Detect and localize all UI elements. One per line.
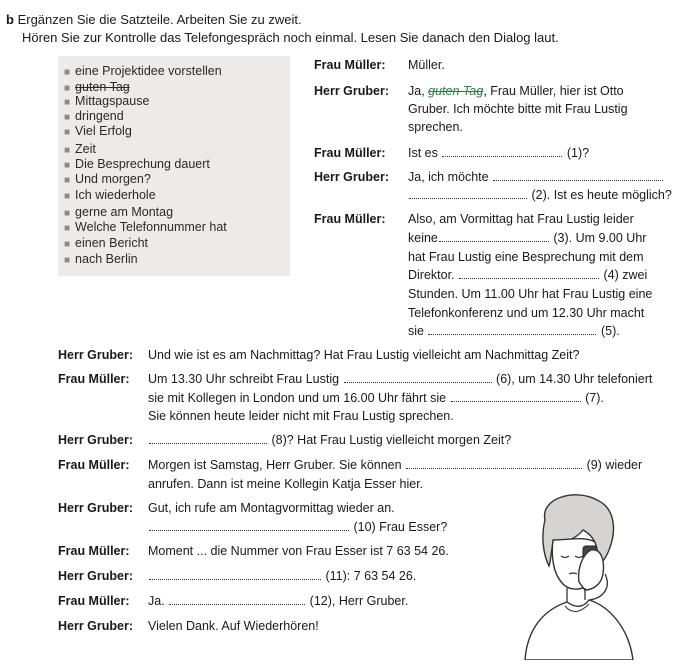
answer-blank[interactable] xyxy=(493,170,663,181)
bullet-icon: ■ xyxy=(64,239,71,250)
word-box xyxy=(58,56,290,276)
speaker-mueller: Frau Müller: xyxy=(58,372,130,386)
dialog-line: (11): 7 63 54 26. xyxy=(148,569,416,583)
answer-blank[interactable] xyxy=(149,433,267,444)
dialog-line: keine (3). Um 9.00 Uhr xyxy=(408,231,647,245)
task-title xyxy=(6,12,302,27)
dialog-line: Um 13.30 Uhr schreibt Frau Lustig (6), um 14.30 Uhr telefoniert xyxy=(148,372,653,386)
answer-blank[interactable] xyxy=(428,324,596,335)
speaker-mueller: Frau Müller: xyxy=(58,544,130,558)
word-item: ■ Ich wiederhole xyxy=(64,188,156,202)
word-item: ■ Und morgen? xyxy=(64,172,151,186)
dialog-line: Stunden. Um 11.00 Uhr hat Frau Lustig eine xyxy=(408,287,653,301)
answer-blank[interactable] xyxy=(344,372,492,383)
speaker-gruber: Herr Gruber: xyxy=(58,569,134,583)
word-item: ■ gerne am Montag xyxy=(64,205,174,219)
dialog-line: Telefonkonferenz und um 12.30 Uhr macht xyxy=(408,306,645,320)
word-item: ■ nach Berlin xyxy=(64,252,138,266)
bullet-icon: ■ xyxy=(64,208,71,219)
task-letter: b xyxy=(6,12,14,27)
bullet-icon: ■ xyxy=(64,127,71,138)
bullet-icon: ■ xyxy=(64,175,71,186)
dialog-line: sie (5). xyxy=(408,324,620,338)
dialog-line: (8)? Hat Frau Lustig vielleicht morgen Zeit? xyxy=(148,433,511,447)
dialog-line: sprechen. xyxy=(408,120,463,134)
word-item: ■ Welche Telefonnummer hat xyxy=(64,220,227,234)
dialog-line: Ist es (1)? xyxy=(408,146,590,160)
answer-blank[interactable] xyxy=(442,146,562,157)
dialog-line: Gruber. Ich möchte bitte mit Frau Lustig xyxy=(408,102,628,116)
dialog-line: Direktor. (4) zwei xyxy=(408,268,648,282)
answer-blank[interactable] xyxy=(149,569,321,580)
dialog-line: Vielen Dank. Auf Wiederhören! xyxy=(148,619,319,633)
dialog-line: Müller. xyxy=(408,58,445,72)
answer-blank[interactable] xyxy=(149,520,349,531)
dialog-line: (10) Frau Esser? xyxy=(148,520,447,534)
word-item: ■ Viel Erfolg xyxy=(64,124,132,138)
dialog-line: (2). Ist es heute möglich? xyxy=(408,188,672,202)
bullet-icon: ■ xyxy=(64,67,71,78)
word-item: ■ einen Bericht xyxy=(64,236,149,250)
bullet-icon: ■ xyxy=(64,255,71,266)
dialog-line: anrufen. Dann ist meine Kollegin Katja Esser hier. xyxy=(148,477,424,491)
speaker-gruber: Herr Gruber: xyxy=(58,348,134,362)
answer-blank[interactable] xyxy=(459,268,599,279)
word-item: ■ Die Besprechung dauert xyxy=(64,157,210,171)
speaker-mueller: Frau Müller: xyxy=(314,212,386,226)
dialog-line: sie mit Kollegen in London und um 16.00 Uhr fährt sie (7). xyxy=(148,391,604,405)
dialog-line: Sie können heute leider nicht mit Frau Lustig sprechen. xyxy=(148,409,454,423)
dialog-line: hat Frau Lustig eine Besprechung mit dem xyxy=(408,250,644,264)
answer-blank[interactable] xyxy=(409,188,527,199)
word-item: ■ dringend xyxy=(64,109,124,123)
answer-blank[interactable] xyxy=(169,594,305,605)
task-title-text: Ergänzen Sie die Satzteile. Arbeiten Sie zu zweit. xyxy=(17,12,302,27)
dialog-line: Ja. (12), Herr Gruber. xyxy=(148,594,409,608)
word-item: ■ guten Tag xyxy=(64,80,130,94)
woman-on-phone-illustration xyxy=(505,490,655,660)
task-instruction: Hören Sie zur Kontrolle das Telefongespräch noch einmal. Lesen Sie danach den Dialog laut. xyxy=(22,30,559,45)
speaker-gruber: Herr Gruber: xyxy=(58,433,134,447)
speaker-gruber: Herr Gruber: xyxy=(58,501,134,515)
handwritten-answer: guten Tag xyxy=(428,84,484,98)
speaker-mueller: Frau Müller: xyxy=(314,146,386,160)
word-item: ■ Mittagspause xyxy=(64,94,150,108)
dialog-line: Und wie ist es am Nachmittag? Hat Frau Lustig vielleicht am Nachmittag Zeit? xyxy=(148,348,580,362)
bullet-icon: ■ xyxy=(64,160,71,171)
answer-blank[interactable] xyxy=(439,231,549,242)
speaker-mueller: Frau Müller: xyxy=(58,594,130,608)
answer-blank[interactable] xyxy=(406,458,582,469)
speaker-gruber: Herr Gruber: xyxy=(58,619,134,633)
dialog-line: Ja, ich möchte xyxy=(408,170,664,184)
dialog-line: Moment ... die Nummer von Frau Esser ist 7 63 54 26. xyxy=(148,544,449,558)
bullet-icon: ■ xyxy=(64,97,71,108)
answer-blank[interactable] xyxy=(451,391,581,402)
speaker-gruber: Herr Gruber: xyxy=(314,84,390,98)
bullet-icon: ■ xyxy=(64,145,71,156)
word-item: ■ eine Projektidee vorstellen xyxy=(64,64,222,78)
bullet-icon: ■ xyxy=(64,191,71,202)
speaker-gruber: Herr Gruber: xyxy=(314,170,390,184)
speaker-mueller: Frau Müller: xyxy=(314,58,386,72)
dialog-line: Ja, guten Tag, Frau Müller, hier ist Otto xyxy=(408,84,624,98)
bullet-icon: ■ xyxy=(64,223,71,234)
bullet-icon: ■ xyxy=(64,83,71,94)
dialog-line: Also, am Vormittag hat Frau Lustig leider xyxy=(408,212,634,226)
dialog-line: Gut, ich rufe am Montagvormittag wieder an. xyxy=(148,501,395,515)
bullet-icon: ■ xyxy=(64,112,71,123)
speaker-mueller: Frau Müller: xyxy=(58,458,130,472)
dialog-line: Morgen ist Samstag, Herr Gruber. Sie können (9) wieder xyxy=(148,458,643,472)
word-item: ■ Zeit xyxy=(64,142,96,156)
